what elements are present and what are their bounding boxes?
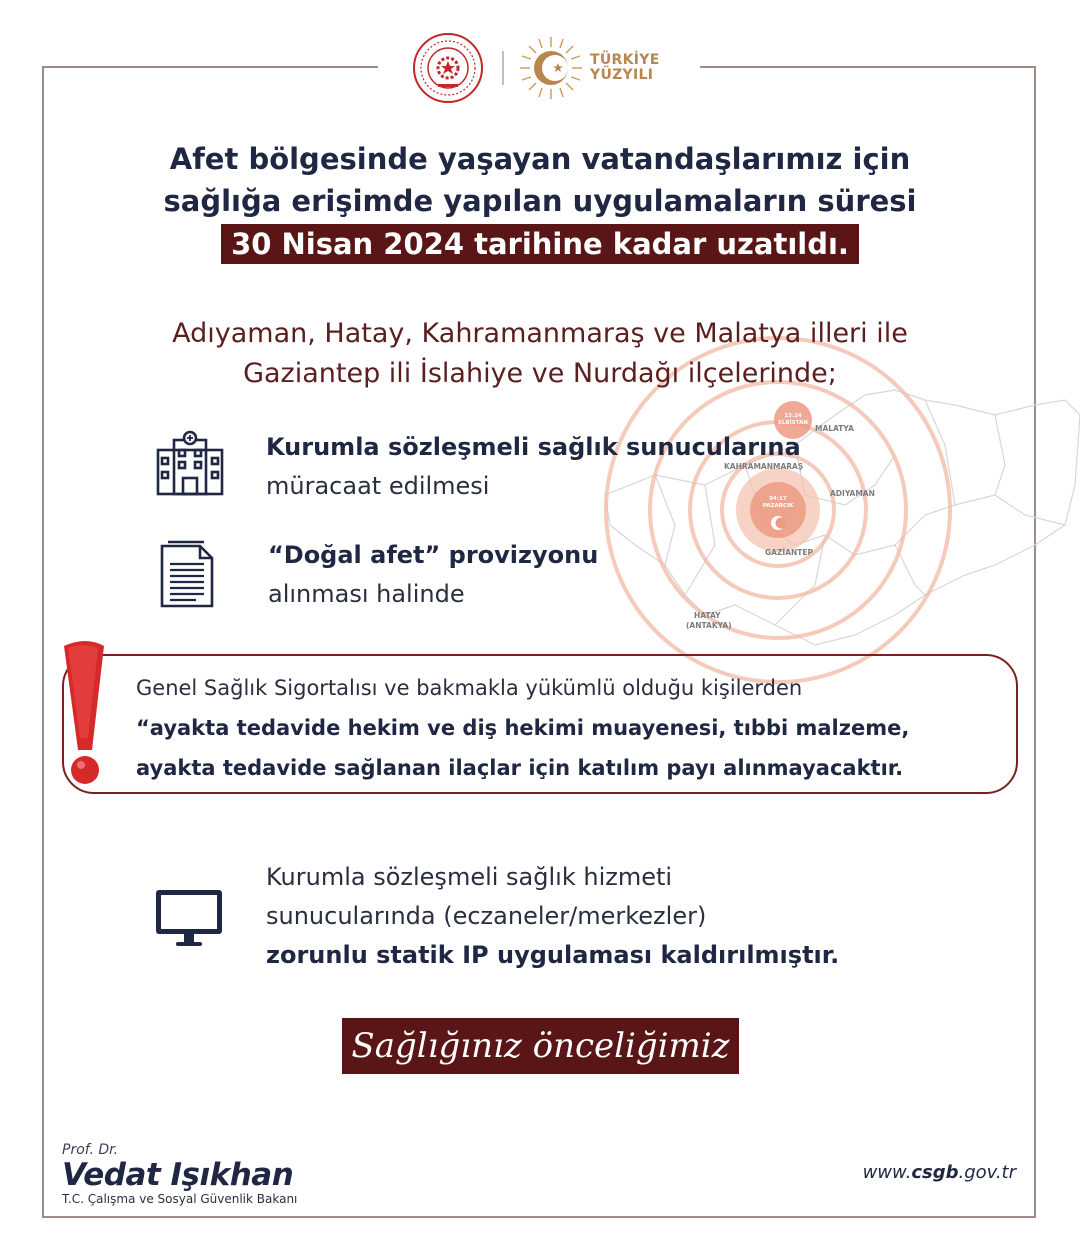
alert-line1: Genel Sağlık Sigortalısı ve bakmakla yükümlü olduğu kişilerden (136, 676, 803, 700)
map-label-gaziantep: GAZİANTEP (765, 548, 814, 557)
logo-line1: TÜRKİYE (590, 52, 660, 68)
map-label-kahramanmaras: KAHRAMANMARAŞ (724, 462, 804, 471)
exclamation-icon (58, 638, 114, 788)
headline (0, 138, 1080, 265)
alert-line2: “ayakta tedavide hekim ve diş hekimi muayenesi, tıbbi malzeme, (136, 716, 910, 740)
signature-role: T.C. Çalışma ve Sosyal Güvenlik Bakanı (62, 1192, 298, 1206)
item1-normal: müracaat edilmesi (266, 472, 490, 500)
info-item-provision (156, 536, 598, 614)
map-label-malatya: MALATYA (815, 424, 854, 433)
copay-alert-text (136, 668, 1016, 788)
map-label-elbistan: ELBİSTAN (778, 420, 808, 426)
map-time-elbistan: 13:24 (784, 413, 802, 419)
item1-bold: Kurumla sözleşmeli sağlık sunucularına (266, 433, 801, 461)
logo-line2: YÜZYILI (590, 67, 654, 83)
headline-highlight: 30 Nisan 2024 tarihine kadar uzatıldı. (221, 224, 859, 264)
subhead-line1: Adıyaman, Hatay, Kahramanmaraş ve Malatya illeri ile (172, 318, 908, 349)
crescent-star-icon (518, 35, 584, 101)
info-item-static-ip (154, 858, 839, 975)
signature-title: Prof. Dr. (62, 1142, 119, 1158)
map-label-hatay: HATAY (694, 611, 721, 620)
info-item-hospital (154, 428, 804, 506)
regions-subhead (0, 314, 1080, 394)
item2-bold: “Doğal afet” provizyonu (268, 541, 599, 569)
alert-line3: ayakta tedavide sağlanan ilaçlar için katılım payı alınmayacaktır. (136, 756, 904, 780)
item2-normal: alınması halinde (268, 580, 465, 608)
map-label-pazarcik: PAZARCIK (762, 503, 794, 509)
document-icon (156, 536, 228, 608)
monitor-icon (154, 886, 226, 958)
hospital-building-icon (154, 428, 226, 500)
map-label-antakya: (ANTAKYA) (686, 621, 732, 630)
ip-line3: zorunlu statik IP uygulaması kaldırılmıştır. (266, 941, 840, 969)
slogan-banner: Sağlığınız önceliğimiz (342, 1018, 739, 1074)
map-time-pazarcik: 04:17 (769, 496, 787, 502)
headline-line2: sağlığa erişimde yapılan uygulamaların süresi (163, 184, 917, 218)
minister-signature (62, 1142, 297, 1206)
turkiye-yuzyili-logo (518, 35, 660, 101)
subhead-line2: Gaziantep ili İslahiye ve Nurdağı ilçelerinde; (243, 358, 837, 389)
ip-line2: sunucularında (eczaneler/merkezler) (266, 902, 707, 930)
website-link[interactable]: www.csgb.gov.tr (862, 1162, 1016, 1183)
ip-line1: Kurumla sözleşmeli sağlık hizmeti (266, 863, 673, 891)
signature-name: Vedat Işıkhan (62, 1157, 294, 1193)
map-label-adiyaman: ADIYAMAN (830, 489, 875, 498)
headline-line1: Afet bölgesinde yaşayan vatandaşlarımız için (169, 142, 911, 176)
header-logos (412, 30, 672, 106)
ministry-seal-icon (412, 32, 484, 104)
